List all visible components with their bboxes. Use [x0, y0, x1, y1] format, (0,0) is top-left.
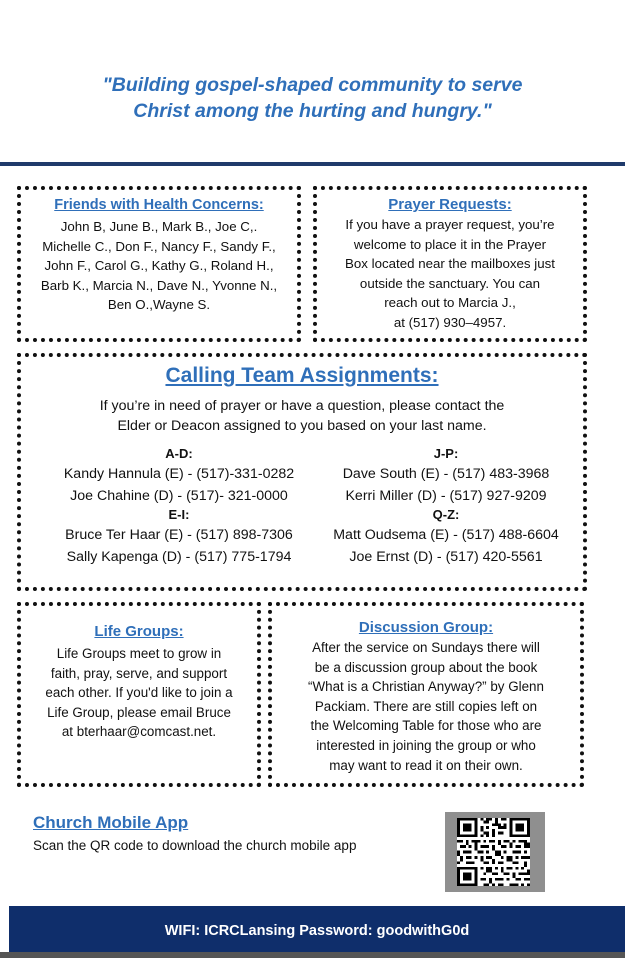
group-range: Q-Z: [432, 507, 460, 522]
contact-line: Joe Ernst (D) - (517) 420-5561 [349, 549, 543, 565]
calling-column-left [34, 445, 324, 568]
health-line: Ben O.,Wayne S. [107, 297, 211, 313]
prayer-line: welcome to place it in the Prayer [353, 236, 547, 252]
discussion-line: interested in joining the group or who [316, 737, 536, 753]
life-groups-text [21, 644, 257, 742]
health-line: John F., Carol G., Kathy G., Roland H., [44, 258, 274, 274]
discussion-line: may want to read it on their own. [329, 757, 523, 773]
prayer-line: reach out to Marcia J., [384, 295, 516, 311]
group-range: E-I: [168, 507, 190, 522]
prayer-requests-box [313, 186, 587, 342]
contact-line: Kandy Hannula (E) - (517)-331-0282 [63, 466, 295, 482]
calling-team-box [17, 353, 587, 591]
prayer-line: Box located near the mailboxes just [345, 256, 555, 272]
life-groups-title: Life Groups: [94, 623, 184, 640]
calling-team-title: Calling Team Assignments: [165, 364, 439, 387]
tagline-line-1: "Building gospel-shaped community to serve [102, 74, 523, 96]
life-line: faith, pray, serve, and support [50, 665, 228, 681]
group-range: J-P: [433, 446, 459, 461]
contact-line: Joe Chahine (D) - (517)- 321-0000 [70, 488, 288, 504]
mobile-app-description: Scan the QR code to download the church mobile app [33, 838, 357, 853]
discussion-group-box [268, 602, 584, 787]
calling-intro-line: If you’re in need of prayer or have a question, please contact the [99, 398, 505, 414]
health-concerns-list [21, 217, 297, 315]
health-line: John B, June B., Mark B., Joe C,. [60, 219, 258, 234]
discussion-line: the Welcoming Table for those who are [310, 718, 542, 734]
discussion-line: Packiam. There are still copies left on [314, 698, 538, 714]
prayer-line: at (517) 930–4957. [393, 314, 507, 330]
prayer-line: outside the sanctuary. You can [359, 275, 541, 291]
life-line: each other. If you'd like to join a [45, 685, 233, 701]
health-line: Michelle C., Don F., Nancy F., Sandy F., [42, 238, 276, 254]
wifi-footer: WIFI: ICRCLansing Password: goodwithG0d [9, 906, 625, 956]
discussion-line: “What is a Christian Anyway?” by Glenn [308, 679, 544, 695]
bottom-edge-shadow [0, 952, 625, 958]
prayer-line: If you have a prayer request, you’re [345, 217, 555, 232]
health-line: Barb K., Marcia N., Dave N., Yvonne N., [40, 277, 278, 293]
tagline [0, 72, 625, 124]
contact-line: Matt Oudsema (E) - (517) 488-6604 [333, 527, 559, 543]
prayer-requests-text [317, 215, 583, 333]
header-divider [0, 162, 625, 166]
life-line: Life Groups meet to grow in [56, 646, 222, 661]
prayer-requests-title: Prayer Requests: [388, 196, 512, 213]
calling-intro-line: Elder or Deacon assigned to you based on your last name. [117, 418, 487, 434]
health-concerns-box [17, 186, 301, 342]
contact-line: Dave South (E) - (517) 483-3968 [342, 466, 550, 482]
discussion-group-text [272, 638, 580, 775]
contact-line: Sally Kapenga (D) - (517) 775-1794 [66, 549, 292, 565]
discussion-line: be a discussion group about the book [314, 659, 538, 675]
life-line: Life Group, please email Bruce [47, 704, 231, 720]
qr-code-icon [457, 818, 530, 886]
discussion-line: After the service on Sundays there will [312, 640, 540, 655]
health-concerns-title: Friends with Health Concerns: [54, 197, 264, 213]
life-line: at bterhaar@comcast.net. [61, 724, 217, 740]
mobile-app-title[interactable]: Church Mobile App [33, 813, 189, 832]
discussion-group-title: Discussion Group: [358, 619, 494, 636]
life-groups-box [17, 602, 261, 787]
contact-line: Kerri Miller (D) - (517) 927-9209 [345, 488, 547, 504]
calling-team-intro [21, 396, 583, 436]
tagline-line-2: Christ among the hurting and hungry." [133, 100, 492, 122]
group-range: A-D: [165, 446, 193, 461]
qr-code[interactable] [457, 818, 530, 886]
contact-line: Bruce Ter Haar (E) - (517) 898-7306 [65, 527, 293, 543]
calling-column-right [311, 445, 581, 568]
